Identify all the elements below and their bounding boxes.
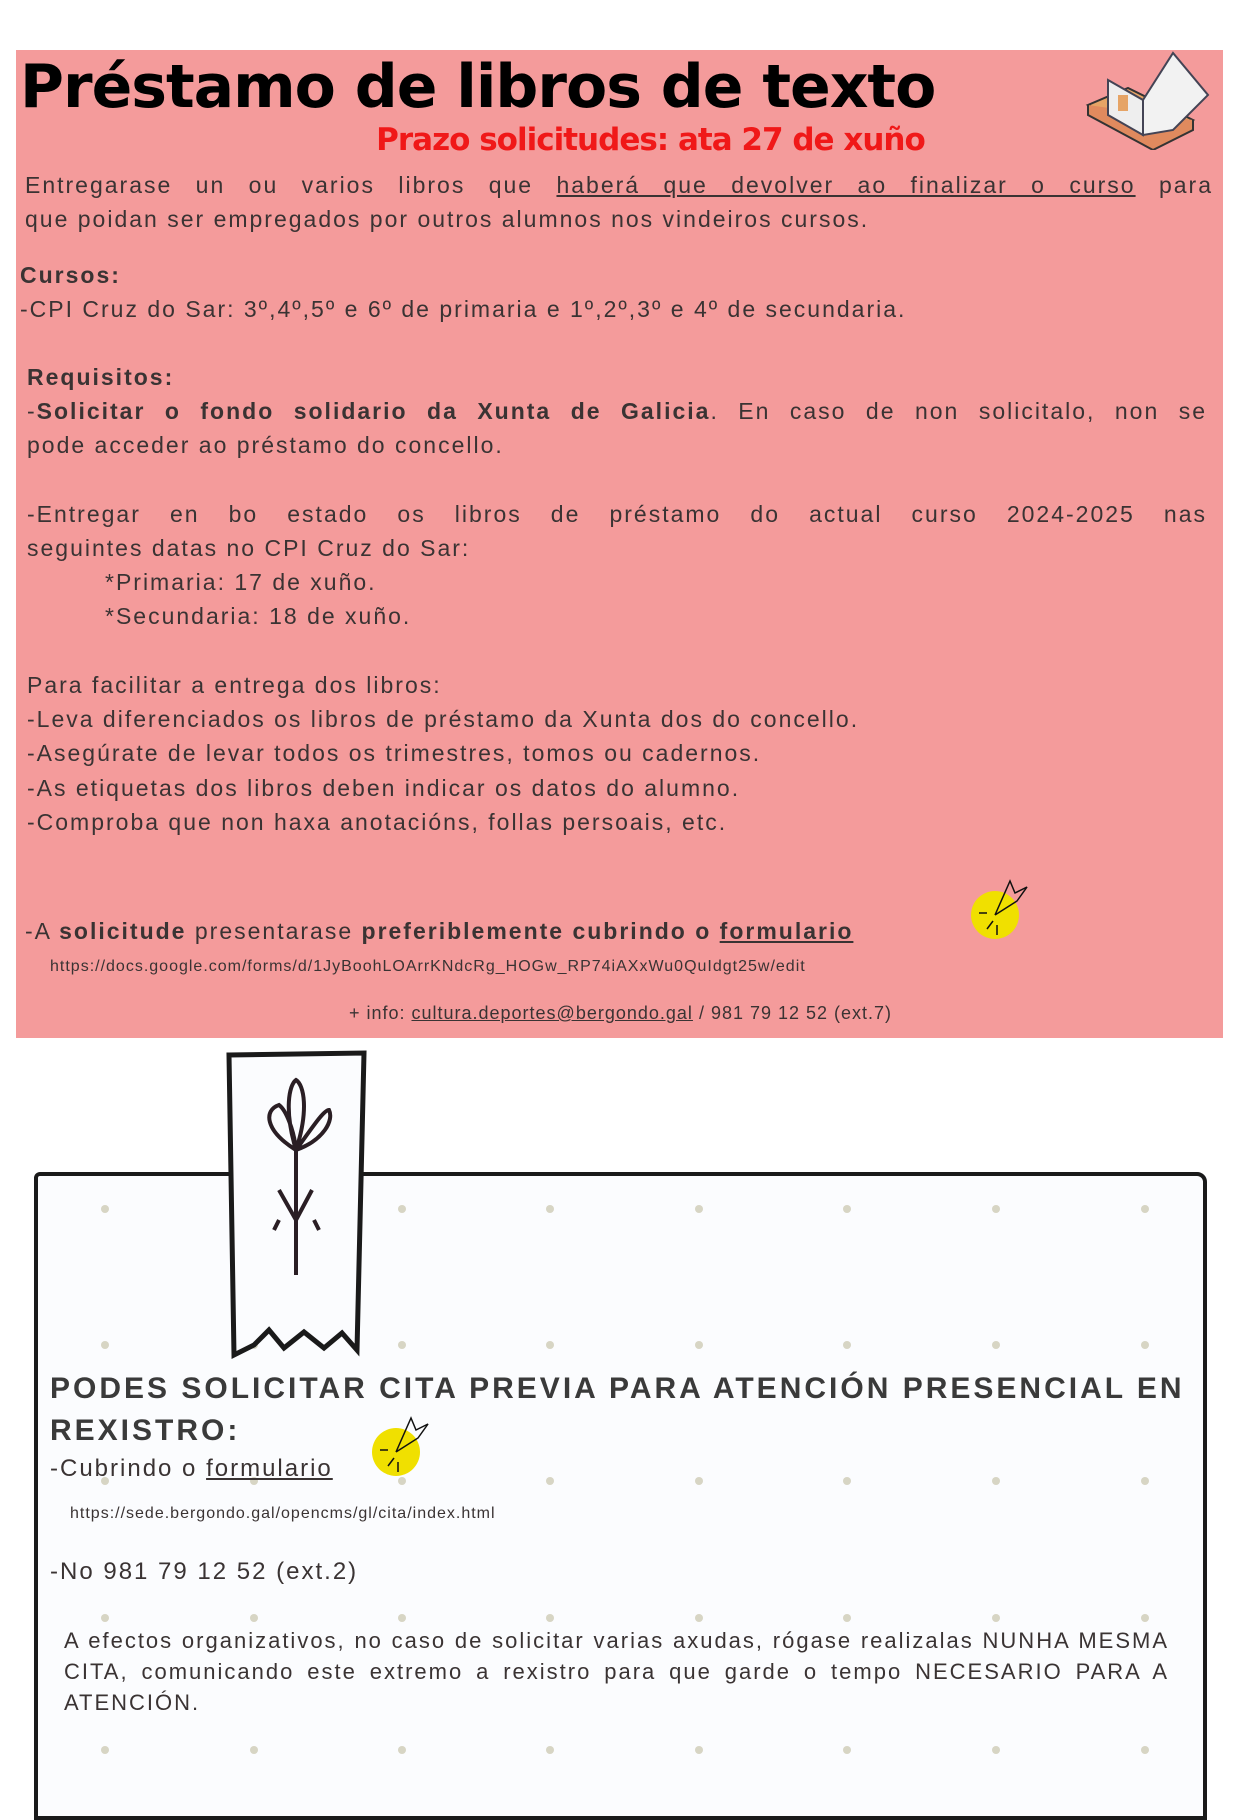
decorative-dot — [695, 1746, 703, 1754]
requirement-2-line2: seguintes datas no CPI Cruz do Sar: — [27, 535, 471, 561]
decorative-dot — [1141, 1746, 1149, 1754]
date-secundaria: *Secundaria: 18 de xuño. — [105, 603, 412, 629]
form-option — [50, 1452, 333, 1486]
app-a: -A — [25, 918, 60, 944]
intro-line2: que poidan ser empregados por outros alumnos nos vindeiros cursos. — [25, 206, 870, 232]
decorative-dot — [1141, 1614, 1149, 1622]
decorative-dot — [546, 1205, 554, 1213]
click-cursor-icon — [965, 873, 1035, 943]
appointment-url[interactable]: https://sede.bergondo.gal/opencms/gl/cita/index.html — [70, 1505, 496, 1522]
organizational-note: A efectos organizativos, no caso de solicitar varias axudas, rógase realizalas NUNHA MESMA CITA, comunicando este extremo a rexistro para que garde o tempo NECESARIO PARA A ATENCIÓN. — [64, 1628, 1169, 1715]
decorative-dot — [695, 1477, 703, 1485]
decorative-dot — [250, 1746, 258, 1754]
decorative-dot — [250, 1614, 258, 1622]
app-d: preferiblemente cubrindo o — [361, 918, 720, 944]
courses-text: -CPI Cruz do Sar: 3º,4º,5º e 6º de primaria e 1º,2º,3º e 4º de secundaria. — [20, 296, 907, 322]
intro-underlined: haberá que devolver ao finalizar o curso — [556, 172, 1136, 198]
click-cursor-icon — [368, 1408, 438, 1478]
decorative-dot — [398, 1341, 406, 1349]
decorative-dot — [398, 1477, 406, 1485]
appointment-heading: PODES SOLICITAR CITA PREVIA PARA ATENCIÓN PRESENCIAL EN REXISTRO: — [50, 1372, 1185, 1447]
page-title: Préstamo de libros de texto — [20, 52, 936, 122]
phone: / 981 79 12 52 (ext.7) — [692, 1003, 893, 1023]
tip: -Leva diferenciados os libros de préstamo da Xunta dos do concello. — [27, 706, 860, 732]
form-prefix: -Cubrindo o — [50, 1455, 207, 1482]
decorative-dot — [695, 1205, 703, 1213]
decorative-dot — [992, 1341, 1000, 1349]
dash: - — [27, 398, 37, 424]
decorative-dot — [695, 1614, 703, 1622]
decorative-dot — [398, 1746, 406, 1754]
app-b: solicitude — [59, 918, 187, 944]
decorative-dot — [843, 1614, 851, 1622]
req1-rest: . En caso de non solicitalo, non se — [710, 398, 1207, 424]
decorative-dot — [1141, 1205, 1149, 1213]
tip: -As etiquetas dos libros deben indicar os datos do alumno. — [27, 775, 741, 801]
appointment-card — [34, 1172, 1207, 1820]
intro-a: Entregarase un ou varios libros que — [25, 172, 557, 198]
decorative-dot — [695, 1341, 703, 1349]
tip: -Asegúrate de levar todos os trimestres, tomos ou cadernos. — [27, 740, 762, 766]
decorative-dot — [1141, 1477, 1149, 1485]
requirement-2: -Entregar en bo estado os libros de préstamo do actual curso 2024-2025 nas — [27, 501, 1207, 527]
courses-heading: Cursos: — [20, 262, 121, 288]
decorative-dot — [992, 1614, 1000, 1622]
decorative-dot — [843, 1205, 851, 1213]
decorative-dot — [398, 1205, 406, 1213]
appointment-form-link[interactable]: formulario — [206, 1455, 333, 1482]
decorative-dot — [843, 1341, 851, 1349]
form-link[interactable]: formulario — [719, 918, 854, 944]
tip: -Comproba que non haxa anotacións, follas persoais, etc. — [27, 809, 728, 835]
req1-bold: Solicitar o fondo solidario da Xunta de Galicia — [36, 398, 711, 424]
decorative-dot — [843, 1746, 851, 1754]
deadline: Prazo solicitudes: ata 27 de xuño — [376, 122, 925, 158]
decorative-dot — [843, 1477, 851, 1485]
application-text — [25, 914, 853, 948]
app-c: presentarase — [186, 918, 362, 944]
decorative-dot — [992, 1205, 1000, 1213]
requirements-heading: Requisitos: — [27, 364, 175, 390]
decorative-dot — [546, 1614, 554, 1622]
decorative-dot — [992, 1746, 1000, 1754]
contact-info — [0, 1003, 1241, 1024]
decorative-dot — [992, 1477, 1000, 1485]
intro-text — [25, 168, 1213, 202]
info-prefix: + info: — [348, 1003, 412, 1023]
decorative-dot — [101, 1341, 109, 1349]
phone-option: -No 981 79 12 52 (ext.2) — [50, 1558, 359, 1585]
intro-b: para — [1135, 172, 1213, 198]
requirement-1 — [27, 394, 1207, 428]
decorative-dot — [546, 1341, 554, 1349]
decorative-dot — [101, 1614, 109, 1622]
date-primaria: *Primaria: 17 de xuño. — [105, 569, 377, 595]
email-link[interactable]: cultura.deportes@bergondo.gal — [411, 1003, 693, 1023]
decorative-dot — [546, 1746, 554, 1754]
bookmark-icon — [224, 1050, 369, 1370]
decorative-dot — [1141, 1341, 1149, 1349]
decorative-dot — [101, 1746, 109, 1754]
decorative-dot — [546, 1477, 554, 1485]
tips-heading: Para facilitar a entrega dos libros: — [27, 672, 442, 698]
form-url[interactable]: https://docs.google.com/forms/d/1JyBoohLOArrKNdcRg_HOGw_RP74iAXxWu0QuIdgt25w/edit — [50, 958, 806, 975]
decorative-dot — [398, 1614, 406, 1622]
decorative-dot — [101, 1205, 109, 1213]
requirement-1-line2: pode acceder ao préstamo do concello. — [27, 432, 504, 458]
